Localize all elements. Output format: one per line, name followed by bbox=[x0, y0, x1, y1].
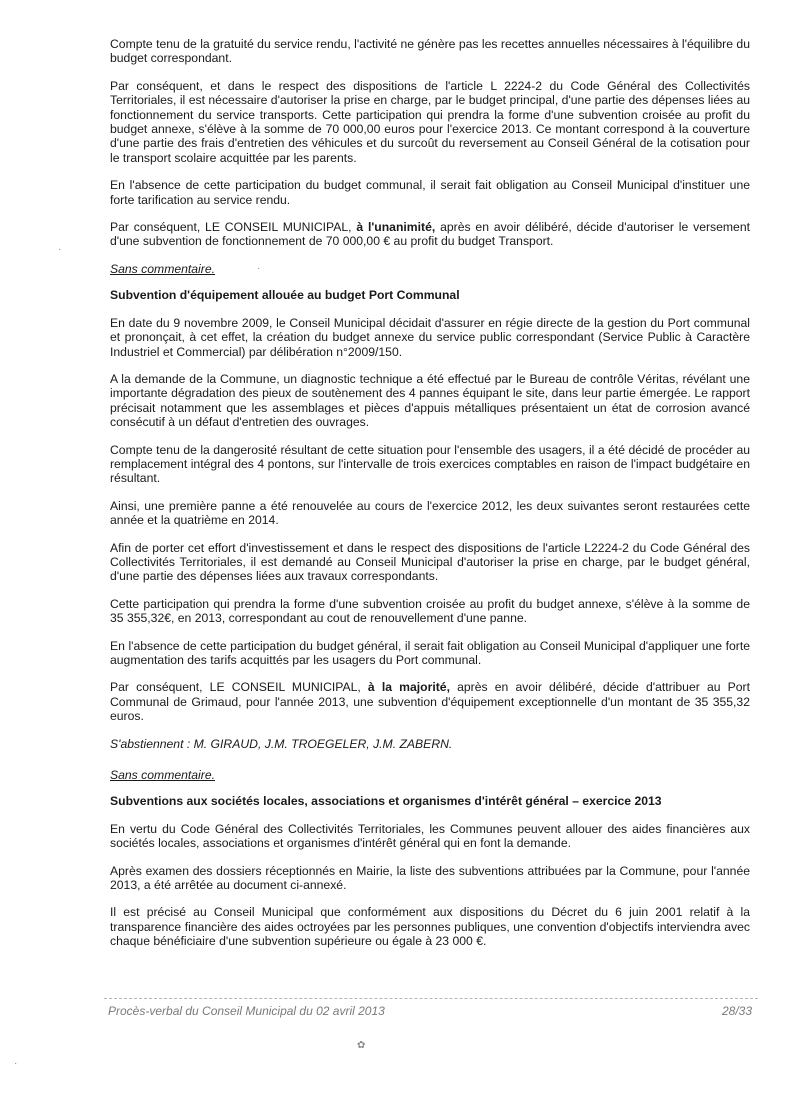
page-footer bbox=[108, 1004, 752, 1018]
decision-text: après en avoir délibéré, décide d'attribuer au Port Communal de Grimaud, pour l'année 2013, une subvention d'équipement exceptionnelle d'un montant de 35 355,32 euros. bbox=[110, 680, 751, 724]
paragraph: Afin de porter cet effort d'investissement et dans le respect des dispositions de l'article L2224-2 du Code Général des Collectivités Territoriales, il est demandé au Conseil Municipal d'autoriser la prise en charge, par le budget général, d'une partie des dépenses liées aux travaux correspondants. bbox=[110, 540, 750, 584]
scan-speck: ✿ bbox=[357, 1040, 366, 1051]
paragraph: En l'absence de cette participation du budget communal, il serait fait obligation au Conseil Municipal d'instituer une forte tarification au service rendu. bbox=[110, 178, 750, 207]
paragraph: Après examen des dossiers réceptionnés en Mairie, la liste des subventions attribuées par la Commune, pour l'année 2013, a été arrêtée au document ci-annexé. bbox=[110, 863, 750, 893]
section-heading: Subventions aux sociétés locales, associations et organismes d'intérêt général – exercice 2013 bbox=[110, 794, 662, 809]
paragraph: En l'absence de cette participation du budget général, il serait fait obligation au Conseil Municipal d'appliquer une forte augmentation des tarifs acquittés par les usagers du Port communal. bbox=[110, 638, 750, 667]
paragraph: En vertu du Code Général des Collectivités Territoriales, les Communes peuvent allouer des aides financières aux sociétés locales, associations et organismes d'intérêt général qui en font la demande. bbox=[110, 821, 750, 851]
footer-divider bbox=[104, 998, 758, 999]
decision-text: Par conséquent, LE CONSEIL MUNICIPAL, bbox=[110, 220, 357, 235]
scan-speck: · bbox=[14, 1058, 18, 1069]
footer-title: Procès-verbal du Conseil Municipal du 02 avril 2013 bbox=[108, 1004, 385, 1018]
paragraph: Compte tenu de la dangerosité résultant de cette situation pour l'ensemble des usagers, il a été décidé de procéder au remplacement intégral des 4 pontons, sur l'intervalle de trois exercices comptables en raison de l'impact budgétaire en résultant. bbox=[110, 442, 750, 486]
vote-result: à l'unanimité, bbox=[356, 220, 436, 235]
decision-paragraph bbox=[110, 680, 750, 723]
decision-paragraph bbox=[110, 220, 750, 249]
paragraph: Il est précisé au Conseil Municipal que conformément aux dispositions du Décret du 6 juin 2001 relatif à la transparence financière des aides octroyées par les personnes publiques, une convention d'objectifs interviendra avec chaque bénéficiaire d'une subvention supérieure ou égale à 23 000 €. bbox=[110, 905, 750, 949]
paragraph: Compte tenu de la gratuité du service rendu, l'activité ne génère pas les recettes annuelles nécessaires à l'équilibre du budget correspondant. bbox=[110, 37, 750, 66]
paragraph: Ainsi, une première panne a été renouvelée au cours de l'exercice 2012, les deux suivantes seront restaurées cette année et la quatrième en 2014. bbox=[110, 498, 750, 528]
paragraph: Cette participation qui prendra la forme d'une subvention croisée au profit du budget annexe, s'élève à la somme de 35 355,32€, en 2013, correspondant au cout de renouvellement d'une panne. bbox=[110, 596, 750, 626]
paragraph: En date du 9 novembre 2009, le Conseil Municipal décidait d'assurer en régie directe de la gestion du Port communal et prononçait, à cet effet, la création du budget annexe du service public correspondant (Service Public à Caractère Industriel et Commercial) par délibération n°2009/150. bbox=[110, 315, 750, 359]
vote-result: à la majorité, bbox=[367, 680, 450, 695]
document-body bbox=[110, 37, 750, 962]
no-comment-note: Sans commentaire. bbox=[110, 768, 215, 783]
paragraph: Par conséquent, et dans le respect des dispositions de l'article L 2224-2 du Code Général des Collectivités Territoriales, il est nécessaire d'autoriser la prise en charge, par le budget principal, d'une partie des dépenses liées au fonctionnement du service transports. Cette participation qui prendra la forme d'une subvention croisée au profit du budget annexe, s'élève à la somme de 70 000,00 euros pour l'exercice 2013. Ce montant correspond à la couverture d'une partie des frais d'entretien des véhicules et du surcoût du reversement au Conseil Général de la cotisation pour le transport scolaire acquittée par les parents. bbox=[110, 78, 750, 165]
decision-text: Par conséquent, LE CONSEIL MUNICIPAL, bbox=[110, 680, 368, 695]
paragraph: A la demande de la Commune, un diagnostic technique a été effectué par le Bureau de contrôle Véritas, révélant une importante dégradation des pieux de soutènement des 4 pannes équipant le site, dans leur partie émergée. Le rapport précisait notamment que les assemblages et pièces d'appuis métalliques présentaient un état de corrosion avancé consécutif à un défaut d'entretien des ouvrages. bbox=[110, 371, 750, 430]
page-number: 28/33 bbox=[721, 1004, 752, 1018]
scan-speck: · bbox=[257, 263, 261, 274]
abstentions: S'abstiennent : M. GIRAUD, J.M. TROEGELER, J.M. ZABERN. bbox=[110, 736, 453, 751]
decision-text: après en avoir délibéré, décide d'autoriser le versement d'une subvention de fonctionnement de 70 000,00 € au profit du budget Transport. bbox=[110, 220, 751, 249]
no-comment-note: Sans commentaire. bbox=[110, 261, 215, 276]
scan-speck: · bbox=[58, 244, 62, 255]
section-heading: Subvention d'équipement allouée au budget Port Communal bbox=[110, 288, 460, 303]
